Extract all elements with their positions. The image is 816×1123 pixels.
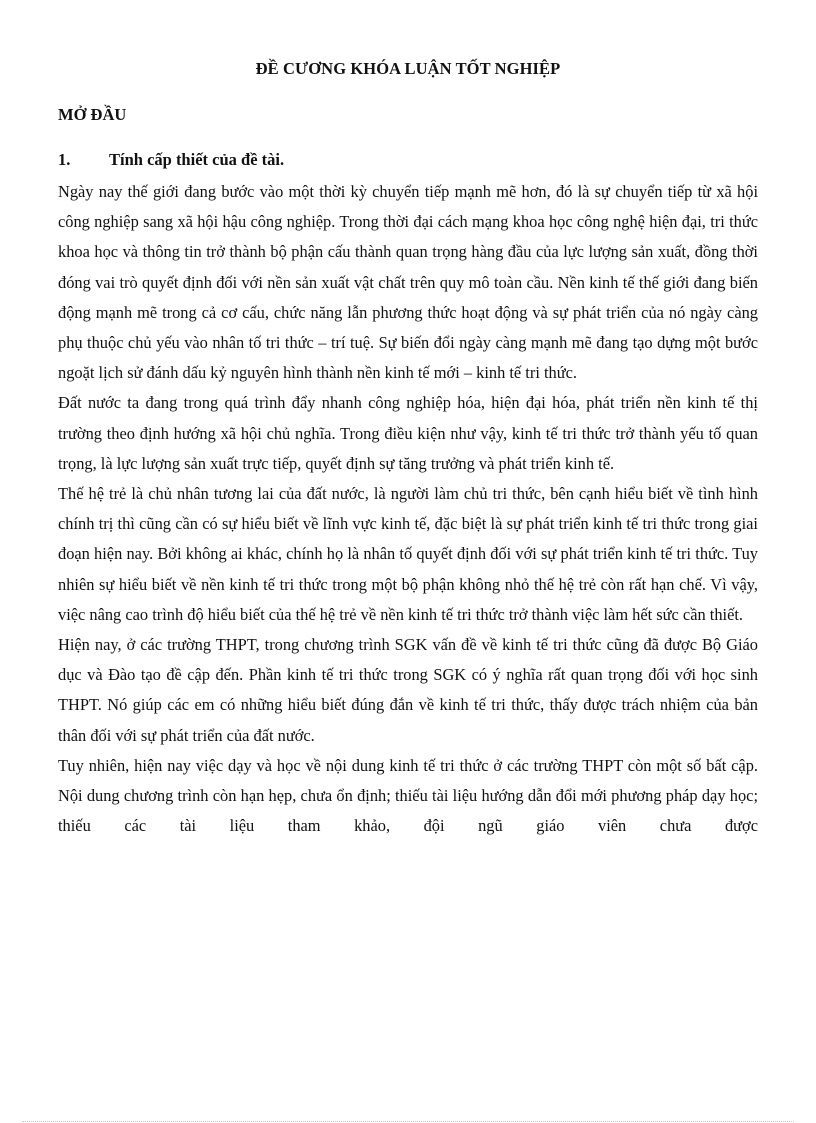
section-heading: MỞ ĐẦU <box>58 105 127 124</box>
paragraph: Tuy nhiên, hiện nay việc dạy và học về nội dung kinh tế tri thức ở các trường THPT còn một số bất cập. Nội dung chương trình còn hạn hẹp, chưa ổn định; thiếu tài liệu hướng dẫn đổi mới phương pháp dạy học; thiếu các tài liệu tham khảo, đội ngũ giáo viên chưa được <box>58 755 758 836</box>
subsection-title: Tính cấp thiết của đề tài. <box>109 150 285 169</box>
paragraph: Thế hệ trẻ là chủ nhân tương lai của đất nước, là người làm chủ tri thức, bên cạnh hiểu biết về tình hình chính trị thì cũng cần có sự hiểu biết về lĩnh vực kinh tế, đặc biệt là sự phát triển kinh tế tri thức trong giai đoạn hiện nay. Bởi không ai khác, chính họ là nhân tố quyết định đối với sự phát triển kinh tế tri thức. Tuy nhiên sự hiểu biết về nền kinh tế tri thức trong một bộ phận không nhỏ thế hệ trẻ còn rất hạn chế. Vì vậy, việc nâng cao trình độ hiểu biết của thế hệ trẻ về nền kinh tế tri thức trở thành việc làm hết sức cần thiết. <box>58 484 758 624</box>
document-title: ĐỀ CƯƠNG KHÓA LUẬN TỐT NGHIỆP <box>255 59 561 78</box>
body-text <box>58 177 758 841</box>
subsection-heading <box>58 149 284 171</box>
paragraph: Hiện nay, ở các trường THPT, trong chương trình SGK vấn đề về kinh tế tri thức cũng đã được Bộ Giáo dục và Đào tạo đề cập đến. Phần kinh tế tri thức trong SGK có ý nghĩa rất quan trọng đối với học sinh THPT. Nó giúp các em có những hiểu biết đúng đắn về kinh tế tri thức, thấy được trách nhiệm của bản thân đối với sự phát triển của đất nước. <box>58 635 758 745</box>
paragraph: Ngày nay thế giới đang bước vào một thời kỳ chuyển tiếp mạnh mẽ hơn, đó là sự chuyển tiếp từ xã hội công nghiệp sang xã hội hậu công nghiệp. Trong thời đại cách mạng khoa học công nghệ hiện đại, tri thức khoa học và thông tin trở thành bộ phận cấu thành quan trọng hàng đầu của lực lượng sản xuất, đồng thời đóng vai trò quyết định đối với nền sản xuất vật chất trên quy mô toàn cầu. Nền kinh tế thế giới đang biến động mạnh mẽ trong cả cơ cấu, chức năng lẫn phương thức hoạt động và sự phát triển của nó ngày càng phụ thuộc chủ yếu vào nhân tố tri thức – trí tuệ. Sự biến đổi ngày càng mạnh mẽ đang tạo dựng một bước ngoặt lịch sử đánh dấu kỷ nguyên hình thành nền kinh tế mới – kinh tế tri thức. <box>58 182 758 383</box>
page-bottom-divider <box>22 1121 794 1122</box>
paragraph: Đất nước ta đang trong quá trình đẩy nhanh công nghiệp hóa, hiện đại hóa, phát triển nền kinh tế thị trường theo định hướng xã hội chủ nghĩa. Trong điều kiện như vậy, kinh tế tri thức trở thành yếu tố quan trọng, là lực lượng sản xuất trực tiếp, quyết định sự tăng trưởng và phát triển kinh tế. <box>58 393 758 473</box>
subsection-number: 1. <box>58 150 71 169</box>
